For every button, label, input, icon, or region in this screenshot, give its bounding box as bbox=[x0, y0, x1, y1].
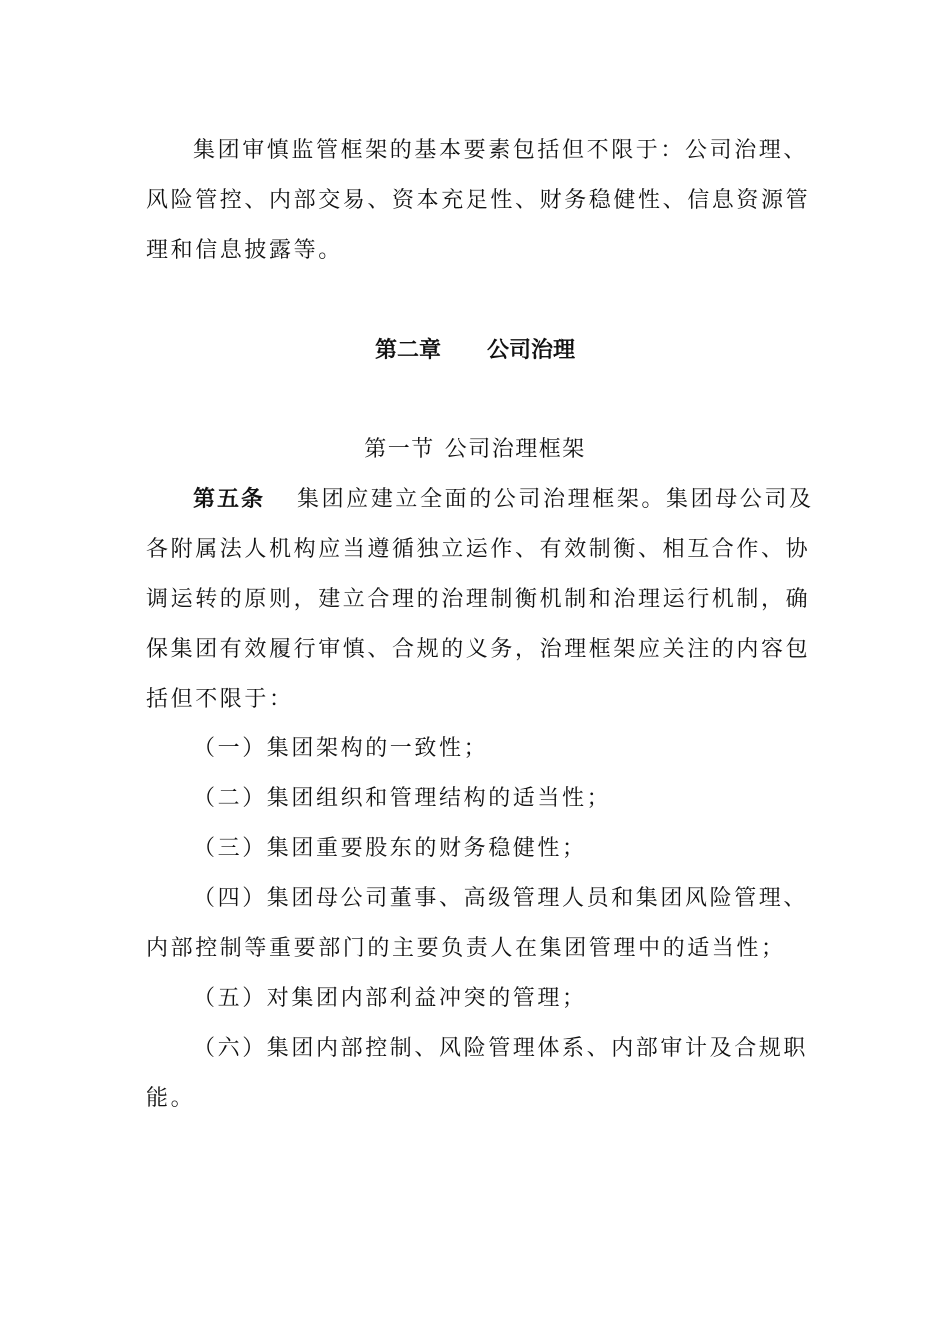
intro-line-3: 理和信息披露等。 bbox=[146, 238, 343, 263]
list-item-1: （一）集团架构的一致性； bbox=[193, 736, 489, 761]
chapter-number: 第二章 bbox=[374, 338, 441, 363]
section-title: 公司治理框架 bbox=[444, 437, 586, 462]
chapter-title: 公司治理 bbox=[487, 338, 576, 363]
section-number: 第一节 bbox=[364, 437, 435, 462]
chapter-heading bbox=[0, 326, 950, 376]
list-item-4-line-2: 内部控制等重要部门的主要负责人在集团管理中的适当性； bbox=[146, 936, 786, 961]
article-5-line-2: 各附属法人机构应当遵循独立运作、有效制衡、相互合作、协 bbox=[146, 537, 811, 562]
article-5-line-4: 保集团有效履行审慎、合规的义务，治理框架应关注的内容包 bbox=[146, 637, 811, 662]
article-5-line-1 bbox=[193, 475, 814, 525]
intro-line-1: 集团审慎监管框架的基本要素包括但不限于：公司治理、 bbox=[193, 138, 809, 163]
list-item-6-line-1: （六）集团内部控制、风险管理体系、内部审计及合规职 bbox=[193, 1036, 809, 1061]
list-item-6-line-2: 能。 bbox=[146, 1086, 196, 1111]
list-item-4-line-1: （四）集团母公司董事、高级管理人员和集团风险管理、 bbox=[193, 886, 809, 911]
article-5-line-3: 调运转的原则，建立合理的治理制衡机制和治理运行机制，确 bbox=[146, 587, 811, 612]
article-label: 第五条 bbox=[193, 487, 266, 512]
article-5-text: 集团应建立全面的公司治理框架。集团母公司及 bbox=[297, 487, 814, 512]
list-item-3: （三）集团重要股东的财务稳健性； bbox=[193, 836, 587, 861]
article-5-line-5: 括但不限于： bbox=[146, 687, 294, 712]
list-item-5: （五）对集团内部利益冲突的管理； bbox=[193, 986, 587, 1011]
section-heading bbox=[0, 425, 950, 475]
list-item-2: （二）集团组织和管理结构的适当性； bbox=[193, 786, 612, 811]
intro-line-2: 风险管控、内部交易、资本充足性、财务稳健性、信息资源管 bbox=[146, 188, 811, 213]
